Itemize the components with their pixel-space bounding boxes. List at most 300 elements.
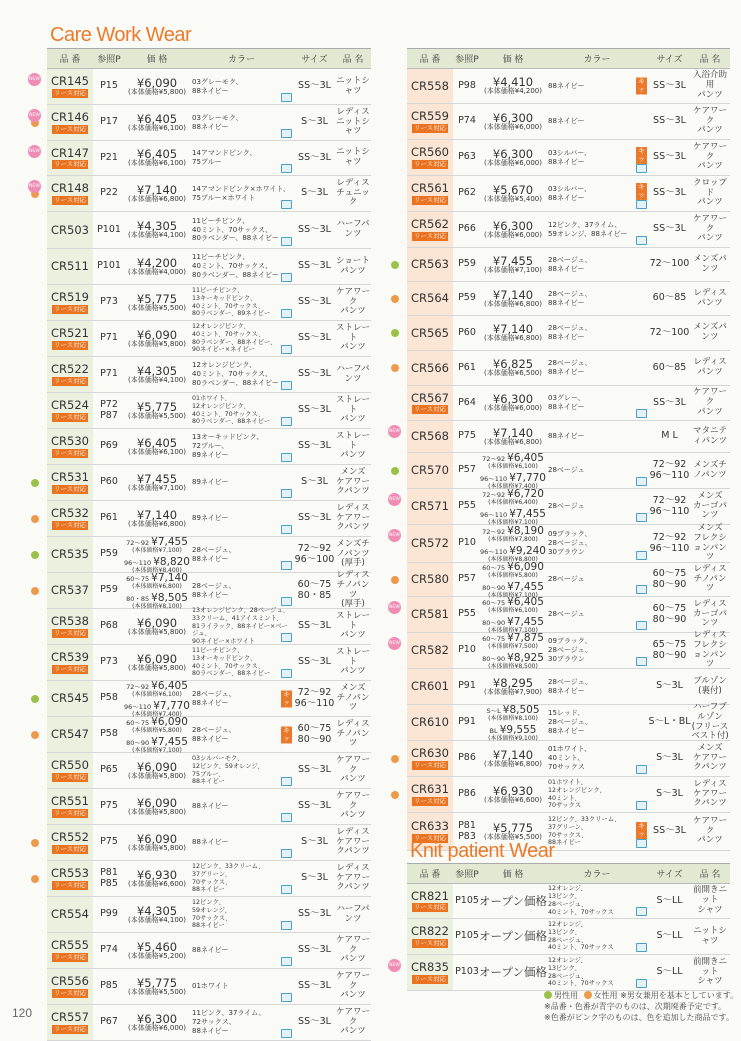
size-text: 60～85 — [652, 292, 687, 304]
price — [125, 681, 189, 716]
price-value: ¥6,090 — [136, 759, 178, 774]
product-code — [407, 212, 453, 247]
size-text: S～LL — [656, 966, 683, 978]
size-range — [294, 105, 335, 140]
lease-badge: リース対応 — [413, 833, 447, 842]
product-name: メンズ ケアワークパンツ — [692, 742, 727, 773]
size-range — [649, 421, 690, 452]
price-value: ¥7,455 — [136, 471, 178, 486]
price-base: (本体価格¥8,400) — [132, 566, 182, 574]
price-size-range: 96～110 — [480, 547, 510, 556]
price — [481, 705, 545, 740]
price-main — [479, 930, 547, 942]
product-name: メンズ チノパンツ — [336, 682, 370, 713]
knit-patient-wear-table — [389, 863, 730, 991]
reference-page — [93, 789, 125, 824]
washable-icon — [281, 849, 292, 858]
reference-page — [93, 825, 125, 860]
price-value: ¥9,555 — [499, 723, 537, 736]
size-text: S～3L — [301, 116, 328, 128]
header-size: サイズ — [301, 55, 328, 65]
washable-icon — [281, 237, 292, 246]
price-value: ¥6,825 — [492, 357, 534, 372]
price-size-range: 96～110 — [124, 702, 154, 711]
color-list: 14アマンドピンク×ホワイト、 75ブルー×ホワイト — [189, 176, 294, 211]
lease-badge: リース対応 — [53, 772, 87, 781]
header-ref: 参照P — [97, 55, 121, 65]
price — [481, 421, 545, 452]
color-list: 14アマンドピンク、 75ブルー — [189, 141, 294, 175]
reference-page — [453, 248, 481, 281]
size-range — [294, 969, 335, 1004]
price-base: (本体価格¥6,100) — [128, 123, 186, 132]
price-size-range: 96～110 — [480, 474, 510, 483]
lease-badge: リース対応 — [53, 1024, 87, 1033]
price-size-range: 60～75 — [482, 635, 508, 644]
price-base: (本体価格¥6,800) — [484, 437, 542, 446]
price-base: (本体価格¥7,100) — [132, 746, 182, 754]
product-code — [407, 176, 453, 211]
product-code — [47, 141, 93, 175]
price — [125, 212, 189, 248]
product-name: メンズ ケアワークパンツ — [335, 466, 370, 497]
legend-male: 男性用 — [554, 991, 578, 1000]
price-base: (本体価格¥5,500) — [128, 411, 186, 420]
washable-icon — [281, 561, 292, 570]
price-main — [490, 723, 537, 736]
reference-page-text: P71 — [100, 368, 118, 380]
price-size-range: 96～110 — [480, 510, 510, 519]
lease-badge: リース対応 — [53, 124, 87, 133]
price-value: ¥6,090 — [136, 75, 178, 90]
price-base: (本体価格¥5,500) — [128, 987, 186, 996]
price — [125, 501, 189, 536]
price-size-range: 60～75 — [126, 719, 152, 728]
price-value: ¥5,775 — [136, 291, 178, 306]
color-list: 28ベージュ、 88ネイビー — [548, 677, 592, 695]
reference-page-text: P61 — [458, 361, 476, 373]
product-name: ニットシャツ — [336, 147, 370, 167]
product-code — [47, 609, 93, 644]
header-ref: 参照P — [455, 870, 479, 880]
price-value: ¥6,090 — [136, 327, 178, 342]
reference-page — [93, 501, 125, 536]
product-code — [407, 741, 453, 776]
price-value: オープン価格 — [479, 929, 547, 944]
price — [481, 176, 545, 211]
product-row — [47, 645, 371, 681]
product-code-text: CR537 — [51, 583, 89, 598]
reference-page — [453, 563, 481, 596]
product-code-text: CR521 — [51, 326, 89, 341]
product-code-text: CR519 — [51, 290, 89, 305]
size-text: 80～90 — [652, 613, 687, 625]
product-code-text: CR610 — [411, 715, 449, 730]
product-row — [407, 176, 730, 212]
color-list: 01ホワイト、 12オレンジピンク、 40ミント、70サックス、 80ラベンダー、88ネイビー — [189, 393, 294, 428]
color-list: 13オーキッドピンク、 72ブルー、 89ネイビー — [189, 429, 294, 464]
product-row — [407, 884, 730, 919]
reference-page-text: P59 — [100, 548, 118, 560]
size-text: 96～110 — [649, 542, 690, 554]
price-base: (本体価格¥8,800) — [488, 555, 538, 563]
price-base: (本体価格¥4,100) — [128, 231, 186, 240]
reference-page-text: P21 — [100, 151, 118, 163]
price-value: ¥7,140 — [492, 287, 534, 302]
size-range — [294, 897, 335, 932]
price-size-range: 72～92 — [126, 539, 152, 548]
male-dot-icon — [391, 467, 399, 475]
price — [125, 969, 189, 1004]
size-range — [649, 316, 690, 350]
product-name: レディスパンツ — [693, 287, 727, 308]
size-text: SS～3L — [298, 80, 331, 92]
price-value: ¥7,770 — [509, 471, 546, 484]
product-name: ケアワーク パンツ — [335, 790, 370, 821]
size-range — [649, 282, 690, 315]
size-text: 80～90 — [652, 578, 687, 590]
lease-badge: リース対応 — [413, 760, 447, 769]
product-name: レディスチノパンツ (厚手) — [336, 569, 370, 610]
size-range — [649, 104, 690, 139]
table-header — [407, 49, 730, 69]
price — [481, 104, 545, 139]
reference-page-text: P74 — [458, 115, 476, 127]
product-name: ストレート パンツ — [335, 430, 370, 461]
size-text: 60～85 — [652, 361, 687, 373]
lease-badge: リース対応 — [413, 938, 447, 947]
price-base: (本体価格¥4,200) — [484, 87, 542, 96]
product-row — [29, 141, 371, 176]
size-range — [649, 669, 690, 704]
size-range — [294, 861, 335, 896]
lease-badge: リース対応 — [413, 123, 447, 132]
size-text: SS～3L — [653, 396, 686, 408]
washable-icon — [281, 453, 292, 462]
size-range — [649, 248, 690, 281]
color-list: 01ホワイト、 12オレンジピンク、 40ミント、 70サックス — [545, 777, 649, 812]
color-list: 28ベージュ、 88ネイビー キット — [192, 725, 290, 750]
price — [125, 69, 189, 104]
product-code-text: CR557 — [51, 1010, 89, 1025]
size-text: 60～75 — [652, 567, 687, 579]
size-range — [294, 501, 335, 536]
washable-icon — [636, 551, 647, 560]
product-code — [47, 429, 93, 464]
product-row — [47, 717, 371, 753]
product-code — [407, 563, 453, 596]
size-text: SS～3L — [653, 79, 686, 91]
product-name: レディス ニットシャツ — [336, 106, 370, 137]
washable-icon — [281, 417, 292, 426]
product-name: ストレート パンツ — [335, 322, 370, 353]
reference-page-text: P105 — [455, 894, 479, 906]
product-code-text: CR571 — [411, 499, 449, 514]
price-main — [482, 580, 544, 593]
reference-page-text: P68 — [100, 620, 118, 632]
product-name: ケアワーク パンツ — [692, 815, 727, 846]
kit-icon: キッ — [638, 147, 645, 163]
price-size-range: 72～92 — [482, 491, 508, 500]
color-list: 28ベージュ、 88ネイビー — [548, 255, 592, 273]
product-name: レディスパンツ — [693, 357, 727, 377]
color-list: 28ベージュ — [545, 489, 649, 524]
reference-page — [93, 1005, 125, 1040]
product-row — [29, 105, 371, 141]
price-base: (本体価格¥6,000) — [484, 230, 542, 239]
male-dot-icon — [391, 329, 399, 337]
size-text: 72～92 — [652, 458, 687, 470]
female-dot-icon — [584, 991, 592, 999]
price-value: ¥6,300 — [492, 110, 534, 125]
price-value: ¥6,300 — [492, 218, 534, 233]
size-text: 72～92 — [652, 531, 687, 543]
product-code-text: CR532 — [51, 506, 89, 521]
product-code-text: CR835 — [411, 960, 449, 975]
product-row — [407, 140, 730, 176]
reference-page-text: P72 — [100, 398, 118, 410]
price-main — [479, 966, 547, 978]
product-name: ケアワーク パンツ — [335, 1006, 370, 1037]
color-list: 15レッド、 28ベージュ、 88ネイビー — [548, 709, 592, 735]
washable-icon — [636, 164, 647, 173]
product-row — [407, 919, 730, 955]
price — [125, 249, 189, 284]
product-name: メンズパンツ — [693, 322, 727, 342]
product-row — [47, 357, 371, 393]
product-row — [407, 212, 730, 248]
size-text: 96～110 — [649, 469, 690, 481]
female-dot-icon — [31, 839, 39, 847]
size-range — [649, 69, 690, 103]
size-text: SS～3L — [298, 620, 331, 632]
reference-page-text: P58 — [100, 728, 118, 740]
reference-page — [453, 884, 481, 918]
product-name: レディス カーゴパンツ — [692, 598, 727, 629]
product-name: メンズチノパンツ — [693, 459, 727, 480]
washable-icon — [636, 801, 647, 810]
product-code-text: CR567 — [411, 390, 449, 405]
price-value: ¥5,460 — [136, 939, 178, 954]
color-list: 03シルバー、 88ネイビー キッ — [545, 176, 649, 211]
color-list: 12ピンク、37ライム、 59オレンジ、88ネイビー — [545, 212, 649, 247]
reference-page-text: P55 — [458, 608, 476, 620]
product-code — [47, 465, 93, 500]
product-row — [47, 825, 371, 861]
washable-icon — [281, 309, 292, 318]
size-text: SS～3L — [298, 656, 331, 668]
price-base: (本体価格¥5,800) — [128, 663, 186, 672]
product-code — [407, 69, 453, 103]
reference-page — [93, 861, 125, 896]
size-range — [649, 919, 690, 954]
reference-page — [93, 717, 125, 752]
product-code — [407, 669, 453, 704]
header-color: カラー — [227, 55, 255, 65]
lease-badge: リース対応 — [53, 160, 87, 169]
size-text: S～L・BL — [648, 716, 691, 728]
product-code — [407, 282, 453, 315]
product-code — [47, 249, 93, 284]
product-name: レディス ケアワークパンツ — [335, 826, 370, 857]
reference-page-text: P83 — [458, 830, 476, 842]
product-code-text: CR563 — [411, 257, 449, 272]
product-code-text: CR558 — [411, 78, 449, 93]
header-price: 価 格 — [502, 870, 524, 880]
product-code — [47, 717, 93, 752]
color-list: 88ネイビー キット — [548, 77, 645, 102]
price — [125, 321, 189, 356]
male-dot-icon — [31, 551, 39, 559]
price-base: (本体価格¥6,800) — [484, 334, 542, 343]
price-main — [480, 544, 546, 557]
size-range — [294, 825, 335, 860]
lease-badge: リース対応 — [53, 304, 87, 313]
color-list: 89ネイビー — [189, 501, 294, 536]
size-text: 96～110 — [294, 697, 335, 709]
product-name: ハーフパンツ — [336, 903, 370, 924]
size-range — [294, 681, 335, 716]
size-text: 80～90 — [652, 649, 687, 661]
price-value: ¥4,410 — [492, 75, 534, 90]
size-range — [649, 212, 690, 247]
product-code-text: CR582 — [411, 643, 449, 658]
color-list: 11ビーチピンク、 40ミント、70サックス、 80ラベンダー、88ネイビー — [189, 212, 294, 248]
product-code — [47, 753, 93, 788]
reference-page — [453, 386, 481, 420]
product-code-text: CR562 — [411, 217, 449, 232]
reference-page-text: P75 — [458, 430, 476, 442]
color-list: 12オレンジピンク、 40ミント、70サックス、 80ラベンダー、88ネイビー — [189, 357, 294, 392]
product-code-text: CR511 — [51, 259, 89, 274]
size-text: SS～3L — [298, 764, 331, 776]
size-text: 60～75 — [297, 578, 332, 590]
product-code — [47, 1005, 93, 1040]
price-value: ¥6,090 — [136, 795, 178, 810]
price-main — [479, 895, 547, 907]
header-ref: 参照P — [455, 55, 479, 65]
product-code-text: CR556 — [51, 974, 89, 989]
color-list: 01ホワイト — [189, 969, 294, 1004]
price-value: ¥7,455 — [509, 507, 546, 520]
price-value: ¥7,770 — [153, 699, 190, 712]
size-text: SS～3L — [653, 115, 686, 127]
product-name: レディス ケアワークパンツ — [692, 778, 727, 809]
size-range — [649, 453, 690, 488]
size-range — [649, 884, 690, 918]
knit-patient-wear-title: Knit patient Wear — [410, 840, 555, 862]
price-base: (本体価格¥6,800) — [484, 299, 542, 308]
reference-page-text: P91 — [458, 680, 476, 692]
product-row — [47, 249, 371, 285]
product-code-text: CR535 — [51, 547, 89, 562]
lease-badge: リース対応 — [53, 340, 87, 349]
price — [125, 105, 189, 140]
reference-page-text: P15 — [100, 80, 118, 92]
product-code — [47, 861, 93, 896]
lease-badge: リース対応 — [53, 520, 87, 529]
size-text: SS～3L — [298, 944, 331, 956]
lease-badge: リース対応 — [53, 195, 87, 204]
price — [481, 351, 545, 385]
price-base: (本体価格¥5,800) — [128, 771, 186, 780]
product-code-text: CR561 — [411, 181, 449, 196]
product-code — [47, 573, 93, 608]
product-code — [407, 104, 453, 139]
price-value: ¥6,300 — [492, 392, 534, 407]
price-value: ¥7,140 — [492, 747, 534, 762]
reference-page-text: P10 — [458, 644, 476, 656]
price-value: ¥8,925 — [507, 651, 544, 664]
product-code-text: CR601 — [411, 679, 449, 694]
lease-badge: リース対応 — [413, 159, 447, 168]
washable-icon — [636, 943, 647, 952]
product-name: ニットシャツ — [693, 925, 727, 946]
price-base: (本体価格¥6,800) — [484, 759, 542, 768]
female-dot-icon — [391, 576, 399, 584]
reference-page — [93, 393, 125, 428]
color-list: 03シルバーモク、 12ピンク、59オレンジ、 75ブルー、 88ネイビー — [189, 753, 294, 788]
price — [125, 429, 189, 464]
product-row — [389, 421, 730, 453]
product-row — [407, 669, 730, 705]
reference-page — [453, 741, 481, 776]
price — [125, 897, 189, 932]
price-value: ¥5,775 — [136, 399, 178, 414]
lease-badge: リース対応 — [413, 903, 447, 912]
price-value: ¥7,140 — [492, 322, 534, 337]
price — [481, 282, 545, 315]
product-code — [407, 316, 453, 350]
color-list: 03シルバー、 88ネイビー キッ — [545, 140, 649, 175]
product-row — [47, 789, 371, 825]
price-value: ¥6,405 — [151, 680, 188, 693]
washable-icon — [636, 765, 647, 774]
product-code-text: CR145 — [51, 74, 89, 89]
price-base: (本体価格¥7,100) — [132, 547, 182, 555]
price-value: ¥6,090 — [136, 831, 178, 846]
header-size: サイズ — [656, 870, 683, 880]
size-range — [294, 212, 335, 248]
size-range — [649, 489, 690, 524]
size-text: 72～100 — [649, 258, 690, 270]
price-base: (本体価格¥6,000) — [484, 404, 542, 413]
size-text: S～3L — [656, 680, 683, 692]
price-value: ¥8,295 — [492, 675, 534, 690]
price-value: ¥6,090 — [136, 615, 178, 630]
size-range — [294, 645, 335, 680]
price-value: ¥7,140 — [492, 425, 534, 440]
female-dot-icon — [31, 515, 39, 523]
new-badge-icon: NEW — [388, 601, 401, 614]
price-value: ¥8,505 — [502, 704, 540, 717]
product-code-text: CR545 — [51, 691, 89, 706]
price-base: (本体価格¥7,100) — [488, 591, 538, 599]
product-row — [47, 285, 371, 321]
product-name: ストレート パンツ — [335, 394, 370, 425]
header-size: サイズ — [656, 55, 683, 65]
price-main — [482, 615, 544, 628]
price-value: ¥6,405 — [136, 147, 178, 162]
product-code-text: CR551 — [51, 794, 89, 809]
reference-page-text: P59 — [100, 584, 118, 596]
reference-page — [93, 176, 125, 211]
size-range — [649, 140, 690, 175]
product-row — [389, 488, 730, 526]
product-name: ケアワーク パンツ — [335, 970, 370, 1001]
size-text: SS～3L — [653, 187, 686, 199]
reference-page-text: P60 — [100, 476, 118, 488]
